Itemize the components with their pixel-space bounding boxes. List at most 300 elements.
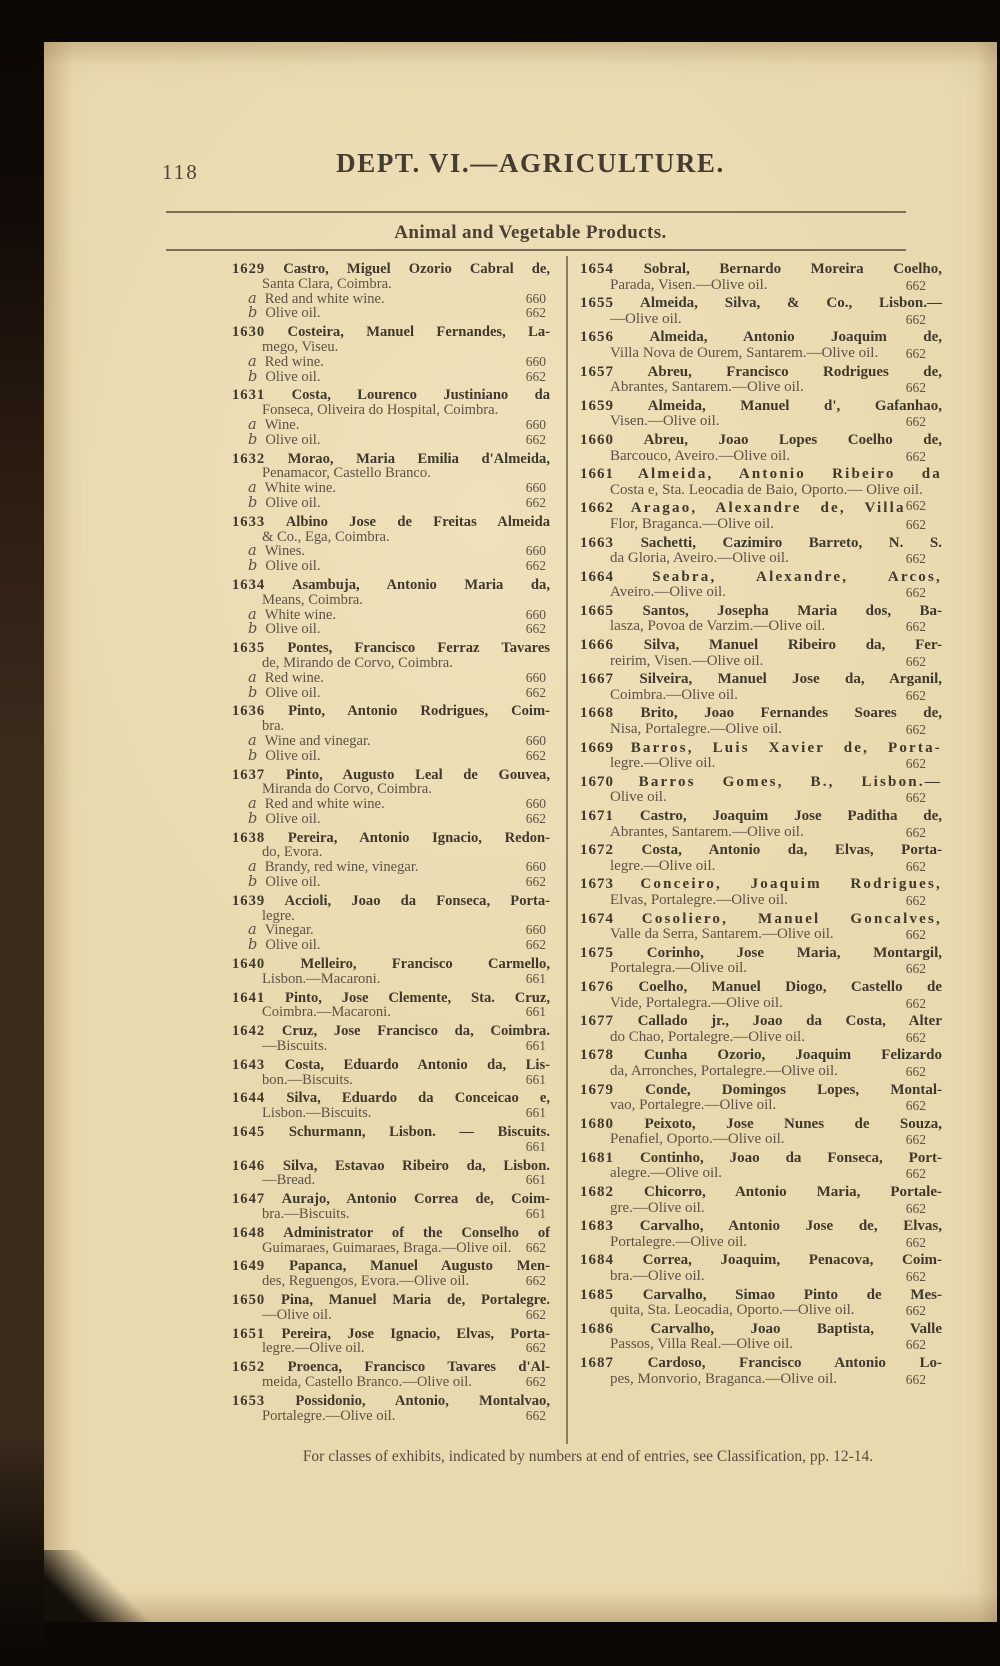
entry-detail-line [262,1375,550,1390]
entry-name: Cosoliero, Manuel Goncalves, [641,910,942,927]
entry-name: Pinto, Jose Clemente, Sta. Cruz, [285,989,550,1006]
class-number: 661 [525,1172,546,1188]
class-number: 661 [525,1038,546,1054]
entry-detail: Passos, Villa Real.—Olive oil. [610,1336,793,1353]
entry-name: Administrator of the Conselho of [283,1224,550,1241]
product-letter: a [248,731,257,749]
entry-detail-line [262,1274,550,1289]
right-column [580,262,942,1390]
entry-detail: de, Mirando de Corvo, Coimbra. [262,654,453,671]
entry-name-line [580,1083,942,1099]
entry-detail: legre. [262,907,295,924]
entry-detail-line [262,1308,550,1323]
entry-number: 1652 [232,1359,266,1376]
product-letter: a [248,795,257,813]
catalog-entry [232,1226,550,1256]
entry-detail: bra.—Biscuits. [262,1206,350,1223]
entry-detail: Miranda do Corvo, Coimbra. [262,781,432,798]
entry-number: 1653 [232,1392,266,1409]
entry-number: 1664 [580,568,614,585]
product-letter: a [248,415,257,433]
entry-name-line [232,1024,550,1039]
entry-detail-line [262,972,550,987]
class-number: 662 [905,1371,926,1387]
class-number: 660 [525,543,546,559]
entry-number: 1659 [580,397,614,414]
class-number: 662 [525,368,546,384]
catalog-entry [580,536,942,567]
entry-name-line [580,1014,942,1030]
class-number: 662 [525,684,546,700]
entry-number: 1643 [232,1056,266,1073]
entry-name: Costa, Antonio da, Elvas, Porta- [641,842,942,859]
entry-name: Correa, Joaquim, Penacova, Coim- [642,1252,942,1269]
product-item [248,938,550,953]
class-number: 662 [905,619,926,635]
entry-name: Aragao, Alexandre de, Villa [630,500,906,517]
entry-detail: Costa e, Sta. Leocadia de Baio, Oporto.— Olive oil. [610,481,923,498]
entry-name: Barros, Luis Xavier de, Porta- [630,739,943,756]
entry-name: Carvalho, Simao Pinto de Mes- [642,1286,942,1303]
entry-name-line [580,706,942,722]
entry-detail-line [610,790,942,806]
entry-detail-line [610,449,942,465]
catalog-entry [232,1360,550,1390]
entry-number: 1674 [580,910,614,927]
entry-detail-line [262,530,550,545]
product-item [248,481,550,496]
entry-detail-line [610,1372,942,1388]
entry-number: 1641 [232,989,266,1006]
entry-name-line [580,1356,942,1372]
entry-detail: pes, Monvorio, Braganca.—Olive oil. [610,1370,838,1387]
class-number: 660 [525,416,546,432]
entry-detail: Penafiel, Oporto.—Olive oil. [610,1131,785,1148]
entry-name: Almeida, Antonio Ribeiro da [637,466,942,483]
entry-number: 1647 [232,1191,266,1208]
entry-name-line [580,843,942,859]
entry-name-line [580,912,942,928]
entry-detail-line [262,1005,550,1020]
book-spine-shadow [0,0,44,1666]
entry-number: 1687 [580,1355,614,1371]
catalog-entry [580,946,942,977]
header-rule-bottom [166,249,906,251]
product-letter: a [248,542,257,560]
entry-name-line [232,1226,550,1241]
catalog-entry [580,912,942,943]
entry-name: Conde, Domingos Lopes, Montal- [645,1081,943,1098]
entry-name-line [232,1091,550,1106]
entry-name: Asambuja, Antonio Maria da, [292,576,550,593]
entry-detail-line [610,722,942,738]
class-number: 662 [905,1269,926,1285]
entry-detail: Guimaraes, Guimaraes, Braga.—Olive oil. [262,1239,512,1256]
product-item [248,493,550,511]
entry-detail: Flor, Braganca.—Olive oil. [610,515,774,532]
entry-detail: Penamacor, Castello Branco. [262,465,431,482]
entry-detail: Vide, Portalegra.—Olive oil. [610,994,783,1011]
entry-name: Seabra, Alexandre, Arcos, [652,568,942,585]
entry-number: 1634 [232,576,266,593]
entry-name: Silva, Manuel Ribeiro da, Fer- [643,637,942,654]
entry-name-line [232,1192,550,1207]
catalog-entry [580,1185,942,1216]
entry-number: 1649 [232,1258,266,1275]
entry-detail: —Bread. [262,1172,316,1189]
product-text: Olive oil. [265,937,321,954]
class-number: 662 [905,687,926,703]
class-number: 662 [905,277,926,293]
catalog-entry [232,641,550,700]
product-text: Olive oil. [265,874,321,891]
entry-number: 1665 [580,602,614,619]
entry-detail: & Co., Ega, Coimbra. [262,528,390,545]
catalog-entry [232,1024,550,1054]
product-letter: a [248,352,257,370]
class-number: 662 [905,1303,926,1319]
class-number: 662 [905,516,926,532]
entry-name: Accioli, Joao da Fonseca, Porta- [284,892,550,909]
entry-name-line [580,1253,942,1269]
entry-detail-line [610,346,942,362]
entry-name-line [580,1288,942,1304]
product-text: Olive oil. [265,747,321,764]
catalog-entry [580,1253,942,1284]
class-number: 661 [525,1071,546,1087]
entry-name: Coelho, Manuel Diogo, Castello de [638,978,943,995]
class-number: 662 [905,498,926,514]
catalog-entry [232,388,550,447]
catalog-entry [232,831,550,890]
entry-name-line [580,262,942,278]
catalog-entry [580,330,942,361]
entry-name: Melleiro, Francisco Carmello, [300,956,550,973]
class-number: 662 [905,311,926,327]
product-item [248,352,550,370]
entry-detail: Lisbon.—Biscuits. [262,1105,372,1122]
entry-number: 1645 [232,1124,266,1141]
entry-number: 1683 [580,1218,614,1235]
class-number: 662 [905,756,926,772]
product-letter: a [248,858,257,876]
entry-name: Carvalho, Joao Baptista, Valle [650,1320,942,1337]
entry-detail-line [610,1201,942,1217]
class-number: 662 [905,1200,926,1216]
entry-number: 1629 [232,261,266,277]
entry-detail-line [610,961,942,977]
entry-name: Schurmann, Lisbon. — Biscuits. [288,1124,550,1141]
entry-number: 1686 [580,1320,614,1337]
entry-name: Sobral, Bernardo Moreira Coelho, [643,261,943,277]
entry-number: 1654 [580,261,614,277]
entry-number: 1651 [232,1325,266,1342]
entry-name: Cardoso, Francisco Antonio Lo- [647,1355,942,1371]
entry-detail: Santa Clara, Coimbra. [262,275,392,292]
entry-name: Pinto, Antonio Rodrigues, Coim- [288,703,551,720]
entry-name-line [580,672,942,688]
entry-name: Almeida, Silva, & Co., Lisbon.— [640,295,942,312]
entry-detail: —Olive oil. [610,310,682,327]
entry-detail-line [610,517,942,533]
entry-name-line [580,604,942,620]
product-letter: b [248,809,258,827]
entry-name: Santos, Josepha Maria dos, Ba- [642,602,943,619]
product-item [248,415,550,433]
entry-number: 1675 [580,944,614,961]
entry-detail-line [262,1341,550,1356]
product-item [248,731,550,749]
entry-detail: Portalegre.—Olive oil. [262,1407,396,1424]
entry-detail-line [610,893,942,909]
entry-detail: —Biscuits. [262,1038,328,1055]
entry-name-line [232,1125,550,1140]
entry-detail: Portalegra.—Olive oil. [610,960,748,977]
catalog-entry [580,980,942,1011]
entry-number: 1630 [232,324,266,341]
class-number: 662 [905,551,926,567]
product-text: Wine. [264,416,300,433]
product-letter: b [248,620,258,638]
entry-number: 1678 [580,1047,614,1064]
product-text: Olive oil. [265,621,321,638]
product-item [248,306,550,321]
entry-name: Costeira, Manuel Fernandes, La- [287,324,550,341]
class-number: 661 [525,1138,546,1154]
entry-detail: Valle da Serra, Santarem.—Olive oil. [610,926,834,943]
entry-name: Castro, Joaquim Jose Paditha de, [639,808,943,824]
catalog-entry [580,1219,942,1250]
class-number: 662 [905,380,926,396]
class-number: 662 [525,810,546,826]
entry-detail: quita, Sta. Leocadia, Oporto.—Olive oil. [610,1302,855,1319]
entry-detail-line [610,756,942,772]
catalog-entry [232,262,550,321]
entry-name-line [232,641,550,656]
catalog-entry [580,501,942,532]
entry-detail: reirim, Visen.—Olive oil. [610,652,764,669]
entry-number: 1663 [580,534,614,551]
entry-name: Pina, Manuel Maria de, Portalegre. [280,1292,550,1308]
class-number: 662 [905,345,926,361]
class-number: 662 [525,1340,546,1356]
catalog-entry [232,1327,550,1357]
catalog-entry [232,578,550,637]
class-number: 662 [905,790,926,806]
entry-name-line [580,365,942,381]
entry-detail: mego, Viseu. [262,338,339,355]
entry-detail: Parada, Visen.—Olive oil. [610,276,768,293]
entry-detail-line [262,1140,550,1155]
product-text: Olive oil. [265,431,321,448]
entry-name-line [232,1159,550,1174]
entry-number: 1666 [580,637,614,654]
product-letter: b [248,873,258,891]
class-number: 662 [525,621,546,637]
entry-name-line [232,768,550,783]
class-number: 662 [525,1373,546,1389]
entry-name: Conceiro, Joaquim Rodrigues, [640,876,942,893]
entry-name-line [580,399,942,415]
product-text: Olive oil. [265,368,321,385]
entry-detail-line [262,1409,550,1424]
product-letter: a [248,921,257,939]
entry-detail: Visen.—Olive oil. [610,413,720,430]
entry-name: Costa, Eduardo Antonio da, Lis- [284,1056,550,1073]
entry-name-line [580,638,942,654]
class-number: 662 [905,824,926,840]
product-text: Olive oil. [265,684,321,701]
entry-detail-line [610,1030,942,1046]
class-number: 660 [525,732,546,748]
entry-detail: Coimbra.—Olive oil. [610,686,738,703]
entry-detail: gre.—Olive oil. [610,1199,705,1216]
entry-detail: des, Reguengos, Evora.—Olive oil. [262,1273,470,1290]
entry-name-line [232,894,550,909]
class-number: 661 [525,970,546,986]
entry-detail-line [610,1269,942,1285]
entry-name-line [580,330,942,346]
entry-number: 1668 [580,705,614,722]
entry-number: 1635 [232,640,266,657]
product-text: Red wine. [264,353,324,370]
entry-detail: —Olive oil. [262,1306,332,1323]
entry-number: 1684 [580,1252,614,1269]
entry-detail: Fonseca, Oliveira do Hospital, Coimbra. [262,402,499,419]
column-divider [566,256,568,1444]
class-number: 662 [905,1337,926,1353]
entry-name: Silva, Eduardo da Conceicao e, [286,1090,550,1107]
entry-name: Continho, Joao da Fonseca, Port- [639,1149,942,1166]
class-number: 662 [905,858,926,874]
product-item [248,797,550,812]
entry-detail-line [262,1039,550,1054]
catalog-entry [580,433,942,464]
entry-detail-line [262,1207,550,1222]
left-column [232,262,550,1427]
entry-name: Albino Jose de Freitas Almeida [285,513,550,530]
entry-detail: do, Evora. [262,844,323,861]
entry-detail-line [262,593,550,608]
product-letter: a [248,289,257,307]
entry-detail-line [610,1098,942,1114]
entry-name-line [232,704,550,719]
catalog-entry [580,843,942,874]
entry-detail-line [610,688,942,704]
entry-name-line [232,388,550,403]
entry-detail: Villa Nova de Ourem, Santarem.—Olive oil. [610,344,879,361]
product-text: Wine and vinegar. [264,732,371,749]
class-number: 662 [905,995,926,1011]
catalog-entry [580,399,942,430]
entry-detail: da Gloria, Aveiro.—Olive oil. [610,550,789,567]
entry-number: 1677 [580,1013,614,1030]
entry-detail: bra.—Olive oil. [610,1268,705,1285]
entry-name-line [232,452,550,467]
entry-detail-line [610,654,942,670]
entry-name-line [580,980,942,996]
entry-number: 1661 [580,466,614,483]
entry-number: 1662 [580,500,614,517]
product-letter: b [248,746,258,764]
entry-number: 1640 [232,956,266,973]
product-text: Wines. [264,543,306,560]
entry-name-line [580,1322,942,1338]
entry-number: 1631 [232,387,266,404]
entry-detail: Aveiro.—Olive oil. [610,584,726,601]
entry-detail-line [610,1337,942,1353]
entry-detail: Olive oil. [610,789,667,806]
entry-number: 1676 [580,978,614,995]
entry-detail: Means, Coimbra. [262,591,363,608]
entry-number: 1632 [232,450,266,467]
entry-detail-line [610,585,942,601]
product-item [248,683,550,701]
entry-number: 1685 [580,1286,614,1303]
entry-detail: Barcouco, Aveiro.—Olive oil. [610,447,791,464]
entry-detail: da, Arronches, Portalegre.—Olive oil. [610,1062,838,1079]
class-number: 662 [905,722,926,738]
class-number: 660 [525,859,546,875]
entry-number: 1655 [580,295,614,312]
entry-detail: bon.—Biscuits. [262,1071,353,1088]
catalog-entry [580,638,942,669]
product-letter: a [248,479,257,497]
catalog-entry [580,809,942,840]
product-letter: b [248,557,258,575]
entry-number: 1633 [232,513,266,530]
entry-number: 1638 [232,829,266,846]
catalog-entry [232,1192,550,1222]
entry-detail: Elvas, Portalegre.—Olive oil. [610,891,788,908]
entry-name-line [232,831,550,846]
entry-name: Possidonio, Antonio, Montalvao, [295,1392,550,1409]
catalog-entry [580,570,942,601]
entry-number: 1660 [580,431,614,448]
product-item [248,668,550,686]
entry-detail: Abrantes, Santarem.—Olive oil. [610,379,804,396]
entry-number: 1648 [232,1224,266,1241]
entry-detail-line [610,1166,942,1182]
class-number: 662 [525,1239,546,1255]
entry-detail-line [262,466,550,481]
entry-name-line [232,262,550,277]
class-number: 662 [525,305,546,321]
entry-detail-line [610,551,942,567]
class-number: 662 [525,937,546,953]
catalog-entry [232,325,550,384]
entry-name: Barros Gomes, B., Lisbon.— [638,773,942,790]
class-number: 662 [905,585,926,601]
product-letter: b [248,683,258,701]
entry-detail-line [610,278,942,294]
header-rule-top [166,211,906,213]
class-number: 662 [525,431,546,447]
entry-name-line [580,501,942,517]
entry-name: Sachetti, Cazimiro Barreto, N. S. [640,534,943,551]
catalog-entry [232,1394,550,1424]
class-number: 660 [525,606,546,622]
header-title: DEPT. VI.—AGRICULTURE. [336,148,725,178]
entry-detail: vao, Portalegre.—Olive oil. [610,1097,777,1114]
product-item [248,622,550,637]
entry-detail-line [610,380,942,396]
entry-name-line [580,741,942,757]
entry-list-area [232,262,944,1477]
entry-name-line [580,296,942,312]
entry-name-line [580,1048,942,1064]
product-item [248,559,550,574]
